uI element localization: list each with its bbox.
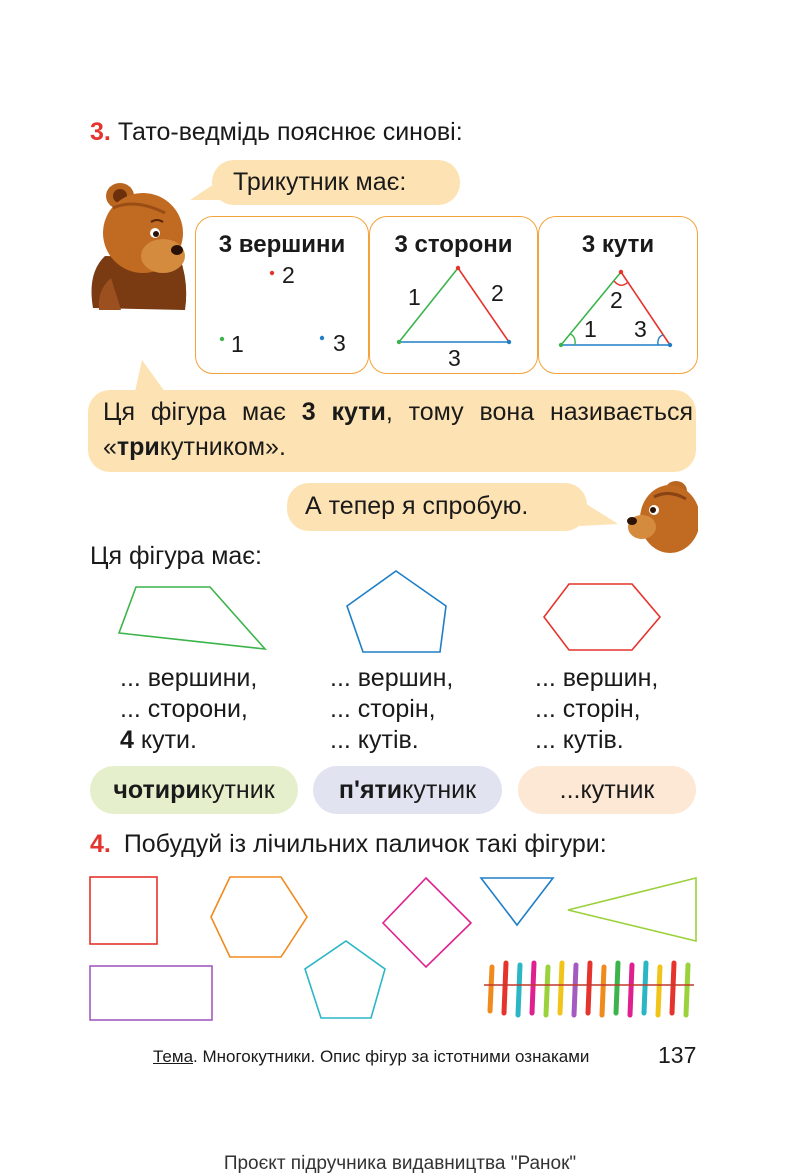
bubble-tail-cub: [580, 500, 620, 528]
pill-hexagon: [518, 766, 696, 814]
angles-count-text: [120, 725, 257, 756]
side-label-1: 1: [408, 284, 421, 310]
vertices-count-text: ... вершин,: [330, 664, 454, 692]
bear-cub-image: [624, 477, 698, 559]
card-angles: [538, 216, 698, 374]
explanation-bold: 3 кути: [301, 398, 386, 426]
task3-prompt: Тато-ведмідь пояснює синові:: [117, 118, 463, 146]
sides-count-text: ... сторін,: [330, 695, 436, 723]
pentagon-shape-teal: [305, 941, 385, 1018]
angle-label-1: 1: [584, 316, 597, 342]
pill-bold-prefix: п'яти: [338, 776, 403, 804]
cub-bubble-text: А тепер я спробую.: [305, 492, 529, 520]
pill-quadrilateral: [90, 766, 298, 814]
angles-word: кути.: [133, 726, 197, 754]
column-pentagon: [330, 663, 453, 756]
angle-label-3: 3: [634, 316, 647, 342]
hexagon-shape-orange: [211, 877, 307, 957]
explanation-text: Ця фігура має: [103, 398, 302, 426]
quote-mark: «: [103, 433, 117, 461]
column-hexagon: [535, 663, 658, 756]
card-title: 3 сторони: [394, 231, 513, 258]
task3-heading: [90, 117, 463, 147]
quadrilateral-shape: [115, 570, 275, 652]
figure-has-label: Ця фігура має:: [90, 542, 262, 570]
topic-text: . Многокутники. Опис фігур за істотними ознаками: [193, 1047, 590, 1066]
vertex-dot-red: [270, 271, 274, 275]
card-vertices: [195, 216, 369, 374]
inverted-triangle-shape: [481, 878, 553, 925]
angles-number: 4: [120, 726, 134, 754]
vertex-label-1: 1: [231, 331, 244, 357]
explanation-line-2: [103, 432, 286, 462]
explanation-bold: три: [116, 433, 160, 461]
rectangle-shape: [90, 966, 212, 1020]
square-shape: [90, 877, 157, 944]
task4-heading: [90, 829, 607, 859]
project-note: Проєкт підручника видавництва "Ранок": [223, 1153, 577, 1174]
pentagon-shape: [340, 565, 452, 657]
vertices-count-text: ... вершини,: [120, 664, 258, 692]
pill-bold-prefix: чотири: [113, 776, 201, 804]
pill-suffix: кутник: [402, 776, 477, 804]
sides-count-text: ... сторін,: [535, 695, 641, 723]
pill-pentagon: [313, 766, 502, 814]
long-triangle-shape: [568, 878, 696, 941]
footer-topic: [153, 1046, 589, 1068]
task4-prompt: Побудуй із лічильних паличок такі фігури:: [123, 830, 607, 858]
page-number: 137: [658, 1042, 697, 1068]
explanation-text: кутником».: [159, 433, 286, 461]
bear-father-image: [85, 178, 190, 313]
card-sides: [369, 216, 538, 374]
vertex-label-3: 3: [333, 330, 346, 356]
explanation-line-1: [103, 397, 693, 427]
counting-sticks-image: [480, 955, 698, 1023]
task4-number: 4.: [90, 830, 111, 858]
sides-count-text: ... сторони,: [120, 695, 248, 723]
bubble-top-text: Трикутник має:: [233, 168, 407, 196]
angles-count-text: ... кутів.: [330, 726, 419, 754]
pill-suffix: кутник: [200, 776, 275, 804]
vertex-dot-blue: [320, 336, 324, 340]
angles-count-text: ... кутів.: [535, 726, 624, 754]
hexagon-shape-red: [540, 580, 664, 654]
side-label-2: 2: [491, 280, 504, 306]
explanation-text: , тому вона називається: [385, 398, 693, 426]
task3-number: 3.: [90, 118, 111, 146]
pill-suffix: ...кутник: [559, 776, 655, 804]
side-label-3: 3: [448, 345, 461, 371]
vertex-dot-green: [220, 337, 224, 341]
card-title: 3 вершини: [218, 231, 346, 258]
rhombus-shape: [383, 878, 471, 967]
angle-label-2: 2: [610, 287, 623, 313]
topic-label: Тема: [153, 1047, 194, 1066]
card-title: 3 кути: [581, 231, 655, 258]
vertices-count-text: ... вершин,: [535, 664, 659, 692]
bubble-tail-top: [190, 178, 220, 202]
column-quadrilateral: [120, 663, 257, 756]
vertex-label-2: 2: [282, 262, 295, 288]
